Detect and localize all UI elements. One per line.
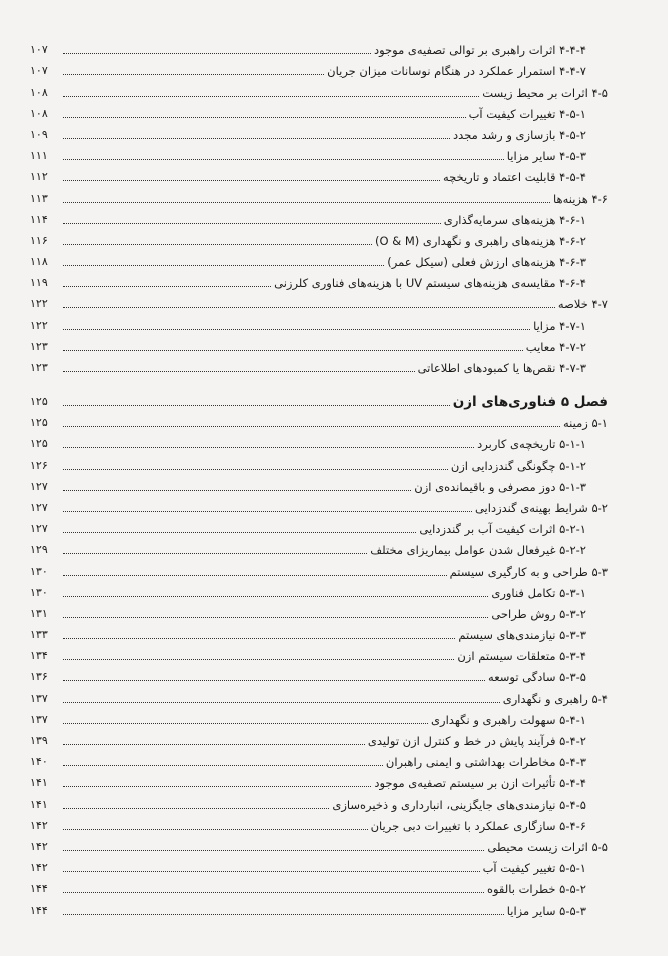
toc-entry [30, 896, 608, 917]
leader-dots [63, 74, 324, 75]
toc-entry-page-number: ۱۳۳ [30, 628, 48, 642]
toc-entry [30, 248, 608, 269]
toc-entry-title: ۵-۲ شرایط بهینه‌ی گندزدایی [474, 500, 608, 515]
toc-entry-page-number: ۱۲۳ [30, 361, 48, 374]
toc-entry [30, 290, 608, 311]
toc-entry-page-number: ۱۴۴ [30, 882, 48, 896]
toc-entry [30, 579, 608, 600]
toc-entry-page-number: ۱۴۱ [30, 797, 48, 811]
leader-dots [63, 914, 504, 915]
toc-entry-title: ۴-۷-۱ مزایا [533, 318, 586, 333]
leader-dots [63, 553, 367, 554]
leader-dots [63, 829, 368, 830]
toc-entry-page-number: ۱۱۶ [30, 233, 48, 247]
toc-entry [30, 854, 608, 875]
leader-dots [63, 638, 455, 639]
toc-entry-page-number: ۱۳۱ [30, 606, 48, 620]
leader-dots [63, 723, 428, 724]
leader-dots [63, 138, 450, 139]
leader-dots [63, 617, 488, 618]
toc-entry-title: ۵-۱ زمینه [563, 416, 608, 431]
leader-dots [63, 96, 479, 97]
toc-entry-title: ۵-۴-۶ سازگاری عملکرد با تغییرات دبی جریان [370, 818, 586, 833]
toc-entry-page-number: ۱۱۸ [30, 255, 48, 269]
toc-entry [30, 684, 608, 705]
toc-entry-page-number: ۱۰۸ [30, 106, 48, 120]
toc-entry-page-number: ۱۲۲ [30, 318, 48, 332]
leader-dots [63, 307, 555, 308]
toc-entry [30, 600, 608, 621]
toc-entry-page-number: ۱۳۶ [30, 670, 48, 684]
toc-entry-title: ۵-۲-۱ اثرات کیفیت آب بر گندزدایی [419, 522, 586, 537]
toc-entry [30, 536, 608, 557]
toc-entry-page-number: ۱۲۲ [30, 297, 48, 311]
leader-dots [63, 329, 530, 330]
leader-dots [63, 371, 415, 372]
toc-entry-page-number: ۱۴۱ [30, 776, 48, 790]
chapter-page-number: ۱۲۵ [30, 395, 48, 408]
toc-entry [30, 227, 608, 248]
toc-entry [30, 57, 608, 78]
toc-entry [30, 311, 608, 332]
leader-dots [63, 265, 384, 266]
toc-entry-title: ۵-۳-۵ سادگی توسعه [488, 670, 586, 685]
toc-entry [30, 769, 608, 790]
leader-dots [63, 659, 454, 660]
toc-entry [30, 812, 608, 833]
leader-dots [63, 159, 504, 160]
leader-dots [63, 850, 484, 851]
toc-entry-page-number: ۱۰۷ [30, 43, 48, 57]
toc-entry-title: ۵-۱-۳ دوز مصرفی و باقیمانده‌ی ازن [414, 479, 586, 494]
toc-entry-title: ۵-۴-۱ سهولت راهبری و نگهداری [431, 712, 586, 727]
toc-entry [30, 100, 608, 121]
leader-dots [63, 223, 441, 224]
toc-entry-page-number: ۱۳۴ [30, 649, 48, 663]
toc-entry-title: ۴-۴-۷ استمرار عملکرد در هنگام نوسانات میزان جریان [327, 64, 586, 79]
leader-dots [63, 596, 488, 597]
toc-entry [30, 515, 608, 536]
toc-entry-title: ۵-۴ راهبری و نگهداری [502, 691, 608, 706]
toc-entry-title: ۴-۶-۱ هزینه‌های سرمایه‌گذاری [443, 212, 586, 227]
toc-entry-page-number: ۱۳۹ [30, 734, 48, 747]
toc-entry-page-number: ۱۱۹ [30, 276, 48, 290]
toc-entry-page-number: ۱۲۵ [30, 416, 48, 430]
toc-entry-page-number: ۱۲۳ [30, 339, 48, 353]
toc-entry-title: ۴-۵-۳ سایر مزایا [506, 149, 586, 164]
toc-entry-page-number: ۱۲۷ [30, 522, 48, 536]
toc-entry [30, 184, 608, 205]
toc-entry-page-number: ۱۳۰ [30, 585, 48, 599]
toc-entry-page-number: ۱۳۷ [30, 712, 48, 726]
toc-entry [30, 790, 608, 811]
toc-entry [30, 473, 608, 494]
toc-entry-page-number: ۱۰۸ [30, 85, 48, 99]
toc-entry-page-number: ۱۱۱ [30, 149, 48, 163]
toc-entry-title: ۵-۱-۱ تاریخچه‌ی کاربرد [477, 437, 586, 452]
toc-entry-title: ۴-۵-۴ قابلیت اعتماد و تاریخچه [442, 170, 586, 185]
toc-entry-title: ۵-۴-۵ نیازمندی‌های جایگزینی، انبارداری و ذخیره‌سازی [332, 797, 586, 812]
toc-entry [30, 748, 608, 769]
toc-entry [30, 875, 608, 896]
leader-dots [63, 469, 448, 470]
toc-entry [30, 727, 608, 748]
toc-entry [30, 333, 608, 354]
leader-dots [63, 53, 371, 54]
toc-entry-page-number: ۱۴۲ [30, 861, 48, 875]
toc-entry-title: ۴-۷-۲ معایب [525, 339, 586, 354]
leader-dots [63, 786, 371, 787]
toc-entry-page-number: ۱۲۷ [30, 500, 48, 514]
toc-entry-title: ۴-۵-۱ تغییرات کیفیت آب [468, 106, 586, 121]
toc-entry-page-number: ۱۱۳ [30, 191, 48, 205]
toc-entry-title: ۴-۵ اثرات بر محیط زیست [482, 85, 608, 100]
toc-entry-page-number: ۱۴۲ [30, 839, 48, 853]
toc-entry-page-number: ۱۴۰ [30, 755, 48, 769]
toc-entry [30, 36, 608, 57]
toc-entry-title: ۵-۵-۳ سایر مزایا [506, 903, 586, 918]
toc-entry-page-number: ۱۲۵ [30, 437, 48, 451]
leader-dots [63, 286, 271, 287]
toc-chapter-heading [30, 383, 608, 409]
toc-entry [30, 354, 608, 375]
toc-entry-title: ۵-۴-۲ فرآیند پایش در خط و کنترل ازن تولیدی [367, 734, 586, 748]
toc-entry-title: ۵-۴-۳ مخاطرات بهداشتی و ایمنی راهبران [385, 755, 586, 770]
toc-entry-title: ۵-۵ اثرات زیست محیطی [487, 839, 608, 854]
toc-entry-title: ۴-۴-۴ اثرات راهبری بر توالی تصفیه‌ی موجود [373, 43, 586, 58]
toc-entry-title: ۵-۳-۴ متعلقات سیستم ازن [457, 649, 586, 664]
table-of-contents [30, 36, 608, 918]
toc-entry-page-number: ۱۰۷ [30, 64, 48, 78]
toc-entry [30, 494, 608, 515]
leader-dots [63, 490, 411, 491]
toc-entry-title: ۵-۳ طراحی و به کارگیری سیستم [449, 564, 608, 579]
toc-entry-title: ۵-۵-۱ تغییر کیفیت آب [482, 861, 586, 876]
toc-entry-page-number: ۱۰۹ [30, 127, 48, 141]
leader-dots [63, 702, 500, 703]
toc-entry [30, 663, 608, 684]
toc-entry-page-number: ۱۱۲ [30, 170, 48, 184]
toc-section-list-before [30, 36, 608, 375]
leader-dots [63, 202, 550, 203]
leader-dots [63, 892, 484, 893]
toc-entry [30, 78, 608, 99]
toc-section-list-after [30, 409, 608, 918]
toc-entry [30, 557, 608, 578]
leader-dots [63, 871, 480, 872]
toc-entry-title: ۵-۲-۲ غیرفعال شدن عوامل بیماریزای مختلف [370, 543, 586, 558]
toc-entry [30, 833, 608, 854]
toc-entry-title: ۴-۶-۲ هزینه‌های راهبری و نگهداری (O & M) [374, 233, 586, 248]
toc-entry-title: ۵-۴-۴ تأثیرات ازن بر سیستم تصفیه‌ی موجود [374, 776, 586, 791]
toc-entry [30, 451, 608, 472]
toc-entry-page-number: ۱۲۹ [30, 543, 48, 557]
toc-entry [30, 163, 608, 184]
toc-entry-title: ۵-۱-۲ چگونگی گندزدایی ازن [450, 458, 586, 473]
toc-entry [30, 206, 608, 227]
leader-dots [63, 447, 474, 448]
toc-entry-title: ۵-۵-۲ خطرات بالقوه [486, 882, 586, 897]
toc-entry-page-number: ۱۳۷ [30, 691, 48, 705]
toc-entry [30, 269, 608, 290]
leader-dots [63, 405, 450, 406]
leader-dots [63, 244, 372, 245]
toc-entry-page-number: ۱۱۴ [30, 212, 48, 226]
toc-entry [30, 706, 608, 727]
leader-dots [63, 117, 466, 118]
toc-entry-page-number: ۱۲۷ [30, 479, 48, 493]
leader-dots [63, 426, 560, 427]
leader-dots [63, 744, 365, 745]
toc-entry-title: ۵-۳-۲ روش طراحی [491, 606, 586, 621]
toc-entry-title: ۵-۳-۱ تکامل فناوری [491, 585, 586, 600]
toc-entry-title: ۴-۷ خلاصه [557, 297, 608, 312]
leader-dots [63, 532, 416, 533]
toc-entry-title: ۴-۶ هزینه‌ها [553, 191, 608, 206]
toc-entry-title: ۴-۷-۳ نقص‌ها یا کمبودهای اطلاعاتی [417, 361, 586, 375]
toc-entry [30, 642, 608, 663]
chapter-title: فصل ۵ فناوری‌های ازن [452, 394, 608, 410]
toc-entry [30, 621, 608, 642]
toc-entry-title: ۴-۵-۲ بازسازی و رشد مجدد [453, 127, 586, 142]
toc-entry [30, 409, 608, 430]
leader-dots [63, 808, 329, 809]
toc-entry [30, 142, 608, 163]
toc-entry [30, 430, 608, 451]
toc-entry-title: ۴-۶-۳ هزینه‌های ارزش فعلی (سیکل عمر) [387, 255, 586, 270]
toc-entry-page-number: ۱۴۲ [30, 818, 48, 832]
leader-dots [63, 511, 472, 512]
leader-dots [63, 575, 447, 576]
toc-entry-title: ۴-۶-۴ مقایسه‌ی هزینه‌های سیستم UV با هزینه‌های فناوری کلرزنی [274, 276, 586, 291]
toc-entry-page-number: ۱۳۰ [30, 564, 48, 578]
toc-entry-title: ۵-۳-۳ نیازمندی‌های سیستم [458, 628, 586, 643]
leader-dots [63, 765, 383, 766]
toc-entry-page-number: ۱۴۴ [30, 903, 48, 917]
toc-entry [30, 121, 608, 142]
leader-dots [63, 680, 485, 681]
leader-dots [63, 350, 523, 351]
leader-dots [63, 180, 440, 181]
toc-entry-page-number: ۱۲۶ [30, 458, 48, 472]
